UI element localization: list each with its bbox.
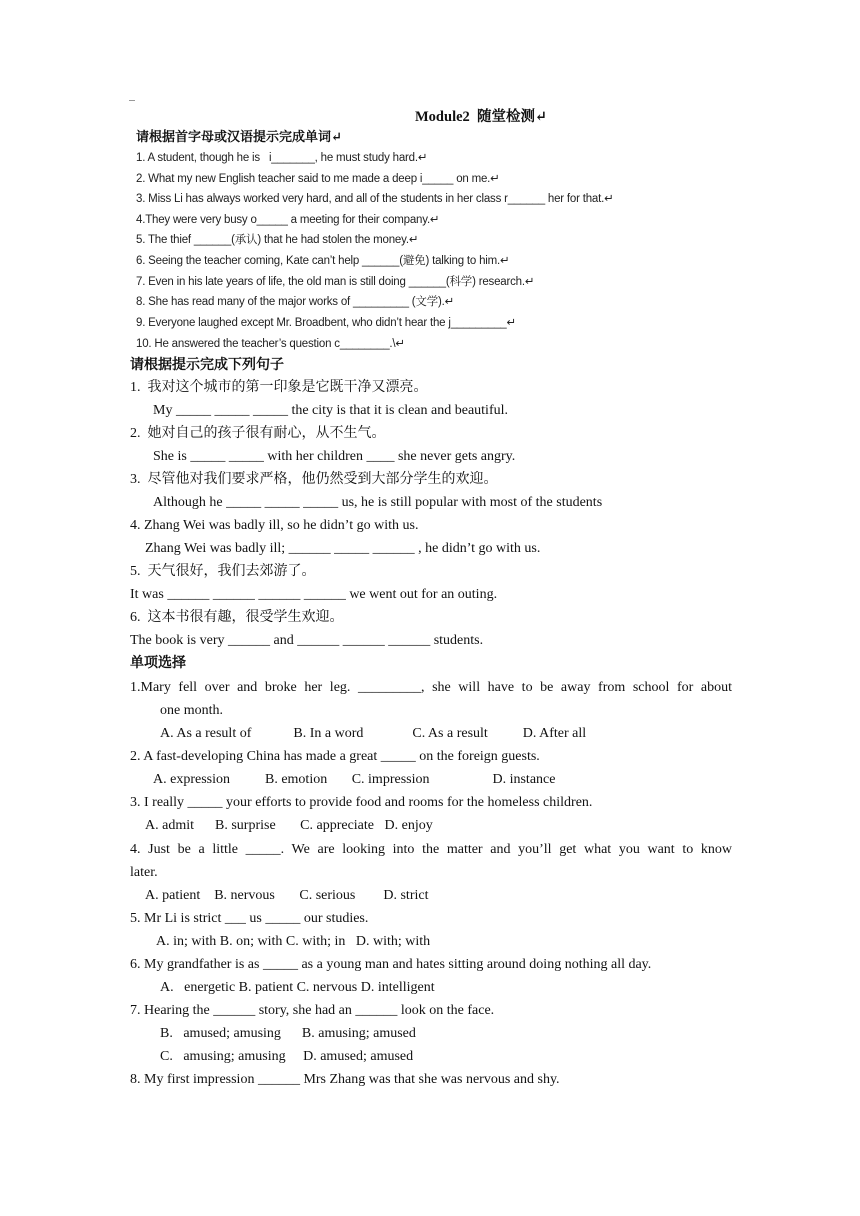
sentence-line: It was ______ ______ ______ ______ we went out for an outing. (130, 587, 498, 602)
list-item: 8. She has read many of the major works of _________ (文学).↵ (136, 296, 455, 308)
options-line: A. expression B. emotion C. impression D. instance (153, 772, 556, 787)
section2-heading: 请根据提示完成下列句子 (130, 358, 284, 373)
section1-heading: 请根据首字母或汉语提示完成单词↵ (136, 129, 342, 144)
options-line: C. amusing; amusing D. amused; amused (160, 1049, 414, 1064)
question-line: one month. (160, 703, 223, 718)
list-item: 5. The thief ______(承认) that he had stolen the money.↵ (136, 234, 419, 246)
question-line: 2. A fast-developing China has made a great _____ on the foreign guests. (130, 749, 540, 764)
question-line: 1.Mary fell over and broke her leg. _________, she will have to be away from school for about (130, 680, 732, 695)
list-item: 7. Even in his late years of life, the old man is still doing ______(科学) research.↵ (136, 276, 535, 288)
list-item: 4.They were very busy o_____ a meeting for their company.↵ (136, 214, 440, 226)
options-line: B. amused; amusing B. amusing; amused (160, 1026, 416, 1041)
page-title: Module2 随堂检测↵ (415, 109, 548, 125)
list-item: 1. A student, though he is i_______, he must study hard.↵ (136, 152, 428, 164)
options-line: A. energetic B. patient C. nervous D. intelligent (160, 980, 435, 995)
list-item: 3. Miss Li has always worked very hard, and all of the students in her class r______ her for that.↵ (136, 193, 614, 205)
sentence-line: She is _____ _____ with her children ____ she never gets angry. (153, 449, 516, 464)
sentence-line: My _____ _____ _____ the city is that it is clean and beautiful. (153, 403, 508, 418)
question-line: 3. I really _____ your efforts to provide food and rooms for the homeless children. (130, 795, 593, 810)
sentence-line: Zhang Wei was badly ill; ______ _____ ______ , he didn’t go with us. (145, 541, 541, 556)
question-line: 8. My first impression ______ Mrs Zhang was that she was nervous and shy. (130, 1072, 560, 1087)
section3-heading: 单项选择 (130, 656, 186, 671)
sentence-line: 2. 她对自己的孩子很有耐心，从不生气。 (130, 426, 386, 441)
question-line: 5. Mr Li is strict ___ us _____ our studies. (130, 911, 369, 926)
list-item: 2. What my new English teacher said to me made a deep i_____ on me.↵ (136, 173, 500, 185)
question-line: 6. My grandfather is as _____ as a young man and hates sitting around doing nothing all day. (130, 957, 652, 972)
page-corner-mark (129, 100, 135, 101)
options-line: A. As a result of B. In a word C. As a result D. After all (160, 726, 587, 741)
sentence-line: 3. 尽管他对我们要求严格，他仍然受到大部分学生的欢迎。 (130, 472, 498, 487)
list-item: 10. He answered the teacher’s question c________.\↵ (136, 338, 405, 350)
list-item: 6. Seeing the teacher coming, Kate can’t help ______(避免) talking to him.↵ (136, 255, 510, 267)
options-line: A. patient B. nervous C. serious D. strict (145, 888, 429, 903)
list-item: 9. Everyone laughed except Mr. Broadbent, who didn’t hear the j_________↵ (136, 317, 516, 329)
question-line: later. (130, 865, 158, 880)
sentence-line: 4. Zhang Wei was badly ill, so he didn’t go with us. (130, 518, 419, 533)
sentence-line: 6. 这本书很有趣，很受学生欢迎。 (130, 610, 344, 625)
question-line: 7. Hearing the ______ story, she had an ______ look on the face. (130, 1003, 495, 1018)
options-line: A. admit B. surprise C. appreciate D. enjoy (145, 818, 433, 833)
options-line: A. in; with B. on; with C. with; in D. with; with (156, 934, 431, 949)
sentence-line: The book is very ______ and ______ ______ ______ students. (130, 633, 484, 648)
sentence-line: 1. 我对这个城市的第一印象是它既干净又漂亮。 (130, 380, 428, 395)
question-line: 4. Just be a little _____. We are looking into the matter and you’ll get what you want to know (130, 842, 732, 857)
sentence-line: 5. 天气很好，我们去郊游了。 (130, 564, 316, 579)
sentence-line: Although he _____ _____ _____ us, he is still popular with most of the students (153, 495, 603, 510)
